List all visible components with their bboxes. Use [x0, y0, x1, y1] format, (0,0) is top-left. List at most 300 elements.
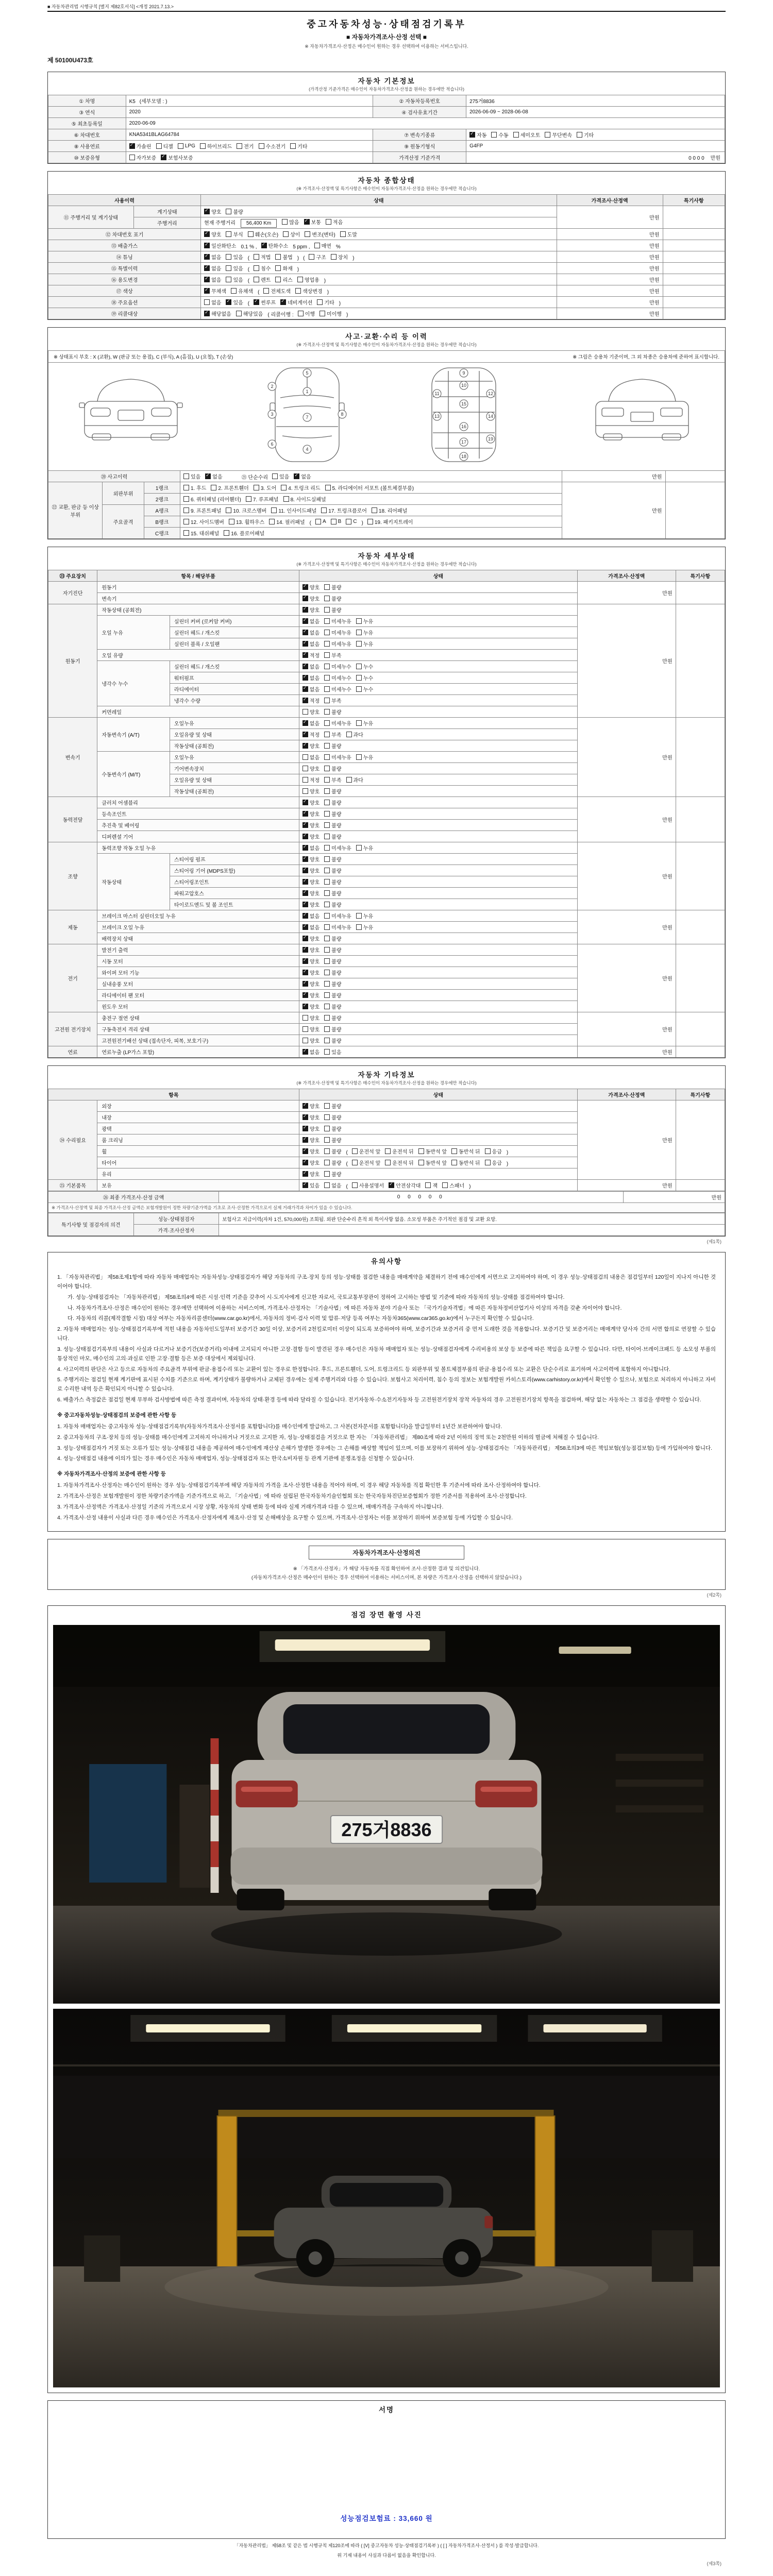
- checkbox-label: 양호: [309, 970, 320, 976]
- field-value: [201, 285, 557, 297]
- field-value: 룸 크리닝: [97, 1134, 299, 1146]
- checkbox-unchecked: [183, 529, 219, 537]
- checkbox-label: 없음: [309, 913, 320, 920]
- checkbox-label: 잭: [432, 1183, 438, 1189]
- checkbox-unchecked: [324, 1113, 341, 1121]
- field-value: [299, 1012, 577, 1024]
- notice-line: 3. 가격조사·산정액은 가격조사·산정일 기준의 가격으로서 시장 상황, 자동차의 상태 변화 등에 따라 실제 거래가격과 다를 수 있으며, 매매가격을 구속하지 아니합니다.: [57, 1503, 444, 1510]
- checkbox-icon: [183, 485, 189, 490]
- checkbox-label: 영업용: [304, 277, 320, 283]
- field-value: [299, 944, 577, 956]
- inline-text: (: [346, 1161, 348, 1167]
- checkbox-icon: [324, 1182, 330, 1188]
- checkbox-label: 색상변경: [303, 289, 323, 295]
- checkbox-label: 6. 쿼터패널 (리어휀더): [190, 497, 241, 503]
- checkbox-label: 불량: [331, 766, 342, 772]
- checkbox-label: 불량: [331, 823, 342, 829]
- notice-line: 3. 성능·상태점검자가 거짓 또는 오류가 있는 성능·상태점검 내용을 제공하여 매수인에게 재산상 손해가 발생한 경우에는 그 손해를 배상할 책임이 있으며, 이를 보장하기 위하여 성능·상태점검자는 「자동차관리법」 제58조의3에 따른 책임보험(성능점검보험) 등에 가입하여야 합니다.: [57, 1445, 712, 1451]
- section-title: 자동차 기타정보: [358, 1071, 415, 1079]
- checkbox-label: 없음: [211, 255, 222, 261]
- checkbox-label: 장치: [338, 255, 348, 261]
- field-value: [219, 1225, 725, 1236]
- diagram-part-number: [303, 369, 311, 377]
- diagram-part-number: [486, 412, 495, 420]
- checkbox-label: 7. 루프패널: [253, 497, 279, 503]
- svg-text:14: 14: [488, 414, 494, 419]
- checkbox-unchecked: [271, 506, 316, 514]
- field-value: [299, 1035, 577, 1046]
- checkbox-label: 불량: [331, 1038, 342, 1044]
- field-value: [676, 1180, 725, 1191]
- field-value: 구동축전지 격리 상태: [97, 1024, 299, 1035]
- inline-text: ): [297, 255, 299, 261]
- checkbox-icon: [303, 720, 308, 726]
- field-value: 만원: [557, 308, 663, 319]
- field-value: 외장: [97, 1100, 299, 1112]
- checkbox-icon: [324, 890, 330, 896]
- checkbox-icon: [324, 630, 330, 635]
- checkbox-unchecked: [545, 131, 572, 139]
- field-value: [299, 1157, 577, 1168]
- field-value: 시동 모터: [97, 956, 299, 967]
- checkbox-checked: [389, 1181, 421, 1189]
- page-marker: (제1쪽): [707, 1239, 721, 1244]
- checkbox-icon: [271, 507, 277, 513]
- field-value: 휠: [97, 1146, 299, 1157]
- checkbox-icon: [254, 254, 259, 260]
- checkbox-icon: [156, 143, 162, 149]
- checkbox-label: 하이브리드: [207, 144, 232, 150]
- field-value: [676, 1046, 725, 1058]
- checkbox-unchecked: [356, 663, 373, 670]
- checkbox-label: 없음: [309, 619, 320, 625]
- checkbox-icon: [324, 845, 330, 851]
- checkbox-label: 전체도색: [271, 289, 291, 295]
- field-value: 타이로드엔드 및 볼 조인트: [170, 899, 299, 910]
- checkbox-label: 미세누수: [331, 675, 351, 682]
- checkbox-icon: [275, 254, 281, 260]
- checkbox-label: 미세누수: [331, 687, 351, 693]
- field-value: [299, 1001, 577, 1012]
- checkbox-icon: [324, 1103, 330, 1109]
- field-value: 스티어링 펌프: [170, 854, 299, 865]
- checkbox-checked: [303, 1113, 320, 1121]
- checkbox-checked: [280, 298, 312, 306]
- checkbox-label: 양호: [309, 993, 320, 999]
- checkbox-label: 불량: [331, 993, 342, 999]
- checkbox-icon: [425, 1182, 431, 1188]
- field-value: [299, 1134, 577, 1146]
- opinion-line: (자동차가격조사·산정은 매수인이 원하는 경우 선택하여 이용하는 서비스이며, 본 차량은 가격조사·산정을 선택하지 않았습니다.): [251, 1575, 522, 1581]
- field-value: 2026-06-09 ~ 2028-06-08: [466, 107, 725, 118]
- license-plate-text: 275거8836: [341, 1819, 432, 1841]
- table-row: [48, 274, 725, 285]
- checkbox-icon: [246, 496, 251, 502]
- field-value: [299, 1112, 577, 1123]
- checkbox-icon: [303, 800, 308, 805]
- checkbox-icon: [352, 1148, 358, 1154]
- checkbox-label: 누유: [363, 755, 374, 761]
- checkbox-label: 변조(변타): [312, 232, 335, 238]
- checkbox-unchecked: [283, 230, 300, 238]
- field-value: 클러치 어셈블리: [97, 797, 299, 808]
- table-row: [48, 482, 725, 494]
- field-value: [299, 978, 577, 990]
- checkbox-icon: [237, 143, 242, 149]
- field-value: [201, 263, 557, 274]
- checkbox-icon: [321, 507, 327, 513]
- field-value: [299, 1024, 577, 1035]
- diagram-part-number: [460, 381, 468, 389]
- checkbox-label: 불량: [331, 789, 342, 795]
- checkbox-unchecked: [178, 143, 195, 149]
- checkbox-checked: [303, 1136, 320, 1144]
- checkbox-icon: [303, 958, 308, 964]
- field-label: A랭크: [144, 505, 180, 516]
- checkbox-icon: [303, 868, 308, 873]
- checkbox-label: 불량: [331, 743, 342, 750]
- field-value: [299, 854, 577, 865]
- checkbox-icon: [303, 856, 308, 862]
- column-header: 특기사항: [676, 570, 725, 582]
- field-value: [676, 1012, 725, 1046]
- field-value: [299, 1168, 577, 1180]
- checkbox-checked: [303, 640, 320, 648]
- checkbox-label: 11. 인사이드패널: [278, 508, 317, 514]
- svg-text:1: 1: [306, 389, 309, 394]
- section-title: 자동차 세부상태: [358, 552, 415, 560]
- checkbox-label: C: [353, 518, 357, 524]
- checkbox-unchecked: [324, 765, 341, 772]
- svg-text:4: 4: [306, 447, 309, 452]
- table-row: [48, 1203, 725, 1213]
- checkbox-icon: [324, 1049, 330, 1055]
- field-value: [299, 582, 577, 593]
- checkbox-icon: [303, 924, 308, 930]
- checkbox-label: 5. 라디에이터 서포트 (볼트체결부품): [332, 485, 414, 492]
- damage-code-legend: [48, 350, 725, 362]
- field-label: 조향: [48, 842, 97, 910]
- field-value: 275거8836: [466, 95, 725, 107]
- checkbox-unchecked: [324, 617, 351, 625]
- checkbox-unchecked: [485, 1147, 502, 1155]
- checkbox-unchecked: [321, 506, 367, 514]
- field-value: [299, 1100, 577, 1112]
- checkbox-icon: [261, 243, 267, 248]
- checkbox-icon: [324, 811, 330, 817]
- checkbox-unchecked: [356, 719, 373, 727]
- checkbox-icon: [200, 143, 206, 149]
- checkbox-label: 리스: [282, 277, 293, 283]
- checkbox-unchecked: [324, 708, 341, 716]
- field-value: 오일누유: [170, 718, 299, 729]
- checkbox-checked: [303, 1102, 320, 1110]
- field-value: 발전기 출력: [97, 944, 299, 956]
- checkbox-icon: [204, 288, 210, 294]
- field-value: 작동상태 (공회전): [170, 740, 299, 752]
- field-value: [201, 240, 557, 251]
- section-notices: [47, 1252, 726, 1532]
- table-row: [48, 842, 725, 854]
- checkbox-icon: [326, 219, 331, 225]
- checkbox-unchecked: [246, 495, 279, 503]
- checkbox-checked: [303, 629, 320, 636]
- opinion-title: 자동차가격조사·산정의견: [309, 1546, 464, 1560]
- checkbox-unchecked: [129, 154, 157, 161]
- checkbox-icon: [204, 231, 210, 237]
- checkbox-icon: [451, 1148, 457, 1154]
- car-diagram-rear-view: [596, 379, 688, 440]
- field-value: [676, 604, 725, 718]
- checkbox-label: 불량: [331, 834, 342, 840]
- field-value: [466, 129, 725, 141]
- checkbox-icon: [320, 311, 325, 316]
- checkbox-label: 불량: [331, 1138, 342, 1144]
- field-label: ⑰ 색상: [48, 285, 201, 297]
- checkbox-label: 불량: [331, 947, 342, 954]
- checkbox-icon: [324, 913, 330, 919]
- field-value: [299, 695, 577, 706]
- checkbox-icon: [275, 265, 281, 271]
- field-value: 스티어링 기어 (MDPS포함): [170, 865, 299, 876]
- table-row: [48, 1180, 725, 1191]
- value-box: 56,400 Km: [241, 219, 277, 228]
- checkbox-icon: [324, 777, 330, 783]
- checkbox-icon: [224, 530, 229, 536]
- photos-title: 점검 장면 촬영 사진: [351, 1611, 422, 1619]
- checkbox-icon: [324, 675, 330, 681]
- checkbox-label: 양호: [309, 959, 320, 965]
- field-label: ⑦ 변속기종류: [373, 129, 466, 141]
- checkbox-icon: [303, 890, 308, 896]
- checkbox-unchecked: [324, 912, 351, 920]
- svg-text:9: 9: [462, 370, 465, 376]
- notice-heading: ※ 중고자동차성능·상태점검의 보증에 관한 사항 등: [57, 1412, 177, 1418]
- striped-pole: [210, 1738, 219, 1893]
- checkbox-icon: [324, 743, 330, 749]
- checkbox-unchecked: [324, 1025, 341, 1033]
- field-value: [299, 684, 577, 695]
- field-value: [180, 482, 562, 494]
- inline-text: (: [346, 1183, 348, 1190]
- inline-text: ): [346, 312, 348, 318]
- inline-text: 0.1 % ,: [241, 244, 257, 250]
- checkbox-icon: [129, 155, 135, 160]
- diagram-part-number: [486, 435, 495, 443]
- field-value: 만원: [557, 229, 663, 240]
- overall-condition-table: [48, 194, 725, 319]
- section-note: (※ 가격조사·산정액 및 특기사항은 매수인이 자동차가격조사·산정을 원하는 경우에만 적습니다): [296, 342, 477, 347]
- checkbox-unchecked: [324, 1003, 341, 1010]
- checkbox-icon: [324, 788, 330, 794]
- checkbox-label: 양호: [309, 789, 320, 795]
- checkbox-unchecked: [325, 484, 414, 492]
- checkbox-icon: [324, 1038, 330, 1043]
- checkbox-label: 부족: [331, 732, 342, 738]
- checkbox-label: 양호: [309, 607, 320, 614]
- checkbox-label: 15. 대쉬패널: [190, 531, 220, 537]
- checkbox-icon: [356, 720, 362, 726]
- checkbox-label: 사용설명서: [359, 1183, 384, 1189]
- checkbox-unchecked: [200, 142, 232, 150]
- inspection-photo-1: [53, 1625, 720, 2004]
- checkbox-icon: [303, 1160, 308, 1165]
- checkbox-unchecked: [303, 787, 320, 795]
- checkbox-checked: [204, 287, 226, 295]
- checkbox-checked: [303, 867, 320, 874]
- checkbox-icon: [303, 743, 308, 749]
- checkbox-checked: [303, 935, 320, 942]
- inline-text: ): [506, 1149, 509, 1156]
- checkbox-unchecked: [254, 276, 271, 283]
- checkbox-label: 양호: [309, 936, 320, 942]
- diagram-part-number: [303, 413, 311, 421]
- checkbox-checked: [303, 957, 320, 965]
- section-note: (※ 가격조사·산정액 및 특기사항은 매수인이 자동차가격조사·산정을 원하는 경우에만 적습니다): [296, 186, 477, 191]
- field-label: 외판부위: [103, 482, 144, 505]
- checkbox-icon: [303, 641, 308, 647]
- checkbox-unchecked: [324, 742, 341, 750]
- field-value: 브레이크 오일 누유: [97, 922, 299, 933]
- checkbox-label: 불량: [331, 879, 342, 886]
- checkbox-icon: [577, 132, 582, 138]
- checkbox-unchecked: [324, 1159, 341, 1166]
- checkbox-unchecked: [385, 1147, 413, 1155]
- checkbox-checked: [303, 991, 320, 999]
- checkbox-icon: [303, 1182, 308, 1188]
- checkbox-checked: [303, 1159, 320, 1166]
- checkbox-icon: [303, 675, 308, 681]
- checkbox-label: 부족: [331, 777, 342, 784]
- insurance-premium: 성능점검보험료 : 33,660 원: [340, 2515, 433, 2523]
- section-overall-condition: [47, 171, 726, 320]
- checkbox-label: 12. 사이드멤버: [190, 519, 224, 526]
- checkbox-label: 적음: [332, 220, 343, 226]
- checkbox-icon: [356, 913, 362, 919]
- checkbox-unchecked: [324, 991, 341, 999]
- checkbox-unchecked: [224, 529, 264, 537]
- checkbox-label: 9. 프론트패널: [190, 508, 222, 514]
- table-row: [48, 797, 725, 808]
- accident-table-host: [48, 470, 725, 539]
- svg-text:10: 10: [461, 383, 467, 388]
- checkbox-unchecked: [324, 719, 351, 727]
- table-row: [48, 1100, 725, 1112]
- checkbox-checked: [303, 799, 320, 806]
- footer-statement: 「자동차관리법」 제58조 및 같은 법 시행규칙 제120조에 따라 ( [V] 중고자동차 성능·상태점검기록부 ) ( [ ] 자동차가격조사·산정서 ) 를 작성·발급합니다.: [234, 2543, 539, 2549]
- checkbox-label: 매연: [321, 243, 331, 249]
- inline-text: ): [324, 278, 326, 284]
- checkbox-icon: [545, 132, 550, 138]
- checkbox-unchecked: [356, 923, 373, 931]
- field-value: [299, 672, 577, 684]
- field-value: 만원: [577, 604, 676, 718]
- checkbox-unchecked: [226, 506, 266, 514]
- field-label: 2랭크: [144, 494, 180, 505]
- checkbox-unchecked: [211, 484, 248, 492]
- checkbox-label: 불량: [331, 936, 342, 942]
- notice-line: 2. 자동차 매매업자는 성능·상태점검기록부에 적힌 내용을 자동차인도일부터 보증기간 30일 이상, 보증거리 2천킬로미터 이상이 되도록 보증하여야 하며, 보증기간과 보증거리 중 먼저 도래한 것을 적용합니다. 보증기간 및 보증거리는 매매계약 당사자 간의 서면 합의로 연장할 수 있습니다.: [57, 1326, 716, 1342]
- table-row: [48, 141, 725, 152]
- svg-text:8: 8: [341, 412, 344, 417]
- field-value: [299, 808, 577, 820]
- checkbox-label: 무채색: [211, 289, 227, 295]
- checkbox-icon: [303, 732, 308, 737]
- table-row: [48, 944, 725, 956]
- checkbox-label: 네비게이션: [288, 300, 313, 306]
- checkbox-icon: [183, 473, 189, 479]
- checkbox-icon: [324, 652, 330, 658]
- checkbox-label: 기타: [297, 144, 308, 150]
- checkbox-unchecked: [577, 131, 594, 139]
- checkbox-icon: [178, 143, 183, 149]
- field-value: [299, 876, 577, 888]
- table-row: [48, 263, 725, 274]
- inspector-remarks-table: [48, 1213, 725, 1236]
- diagram-part-number: [460, 438, 468, 446]
- checkbox-icon: [303, 1049, 308, 1055]
- checkbox-label: 양호: [309, 1015, 320, 1022]
- svg-text:12: 12: [488, 391, 494, 396]
- checkbox-icon: [303, 1015, 308, 1021]
- checkbox-unchecked: [356, 912, 373, 920]
- inline-text: ): [339, 300, 341, 307]
- overall-table-host: [48, 194, 725, 319]
- checkbox-label: 누유: [363, 721, 374, 727]
- checkbox-unchecked: [356, 753, 373, 761]
- field-value: 수동변속기 (M/T): [97, 752, 170, 797]
- photo-1-svg: [53, 1625, 720, 2004]
- field-value: 실린더 헤드 / 개스킷: [170, 627, 299, 638]
- checkbox-icon: [161, 155, 166, 160]
- checkbox-label: 누수: [363, 675, 374, 682]
- checkbox-checked: [303, 912, 320, 920]
- basic-info-table: [48, 95, 725, 163]
- inline-text: (: [303, 255, 305, 261]
- table-row: [48, 195, 725, 206]
- checkbox-label: 미세누유: [331, 925, 351, 931]
- checkbox-label: 18. 리어패널: [378, 508, 408, 514]
- checkbox-unchecked: [346, 776, 363, 784]
- checkbox-icon: [324, 641, 330, 647]
- checkbox-label: 미세누유: [331, 755, 351, 761]
- field-value: 만원: [577, 910, 676, 944]
- checkbox-label: 양호: [309, 1149, 320, 1155]
- checkbox-unchecked: [303, 776, 320, 784]
- final-price-table: [48, 1191, 725, 1213]
- checkbox-unchecked: [418, 1159, 447, 1166]
- field-value: 만원: [577, 718, 676, 797]
- final-price-table-host: [48, 1191, 725, 1213]
- checkbox-label: 불량: [331, 1149, 342, 1155]
- checkbox-unchecked: [324, 629, 351, 636]
- checkbox-checked: [303, 719, 320, 727]
- notice-line: 1. 자동차 매매업자는 중고자동차 성능·상태점검기록부(자동차가격조사·산정서를 포함합니다)를 매수인에게 발급하고, 그 사본(전자문서를 포함합니다)을 발급일부터 1년간 보관하여야 합니다.: [57, 1423, 502, 1430]
- checkbox-label: 일산화탄소: [211, 243, 237, 249]
- checkbox-icon: [204, 243, 210, 248]
- checkbox-label: 양호: [309, 823, 320, 829]
- field-value: [299, 763, 577, 774]
- checkbox-label: 양호: [309, 1104, 320, 1110]
- checkbox-label: 누수: [363, 664, 374, 670]
- field-value: [299, 797, 577, 808]
- checkbox-checked: [303, 901, 320, 908]
- checkbox-label: 불량: [331, 891, 342, 897]
- checkbox-label: 누유: [363, 630, 374, 636]
- section-note: (※ 가격조사·산정액 및 특기사항은 매수인이 자동차가격조사·산정을 원하는 경우에만 적습니다): [296, 1080, 477, 1086]
- column-header: 가격조사·산정액: [577, 1089, 676, 1100]
- field-value: [663, 297, 725, 308]
